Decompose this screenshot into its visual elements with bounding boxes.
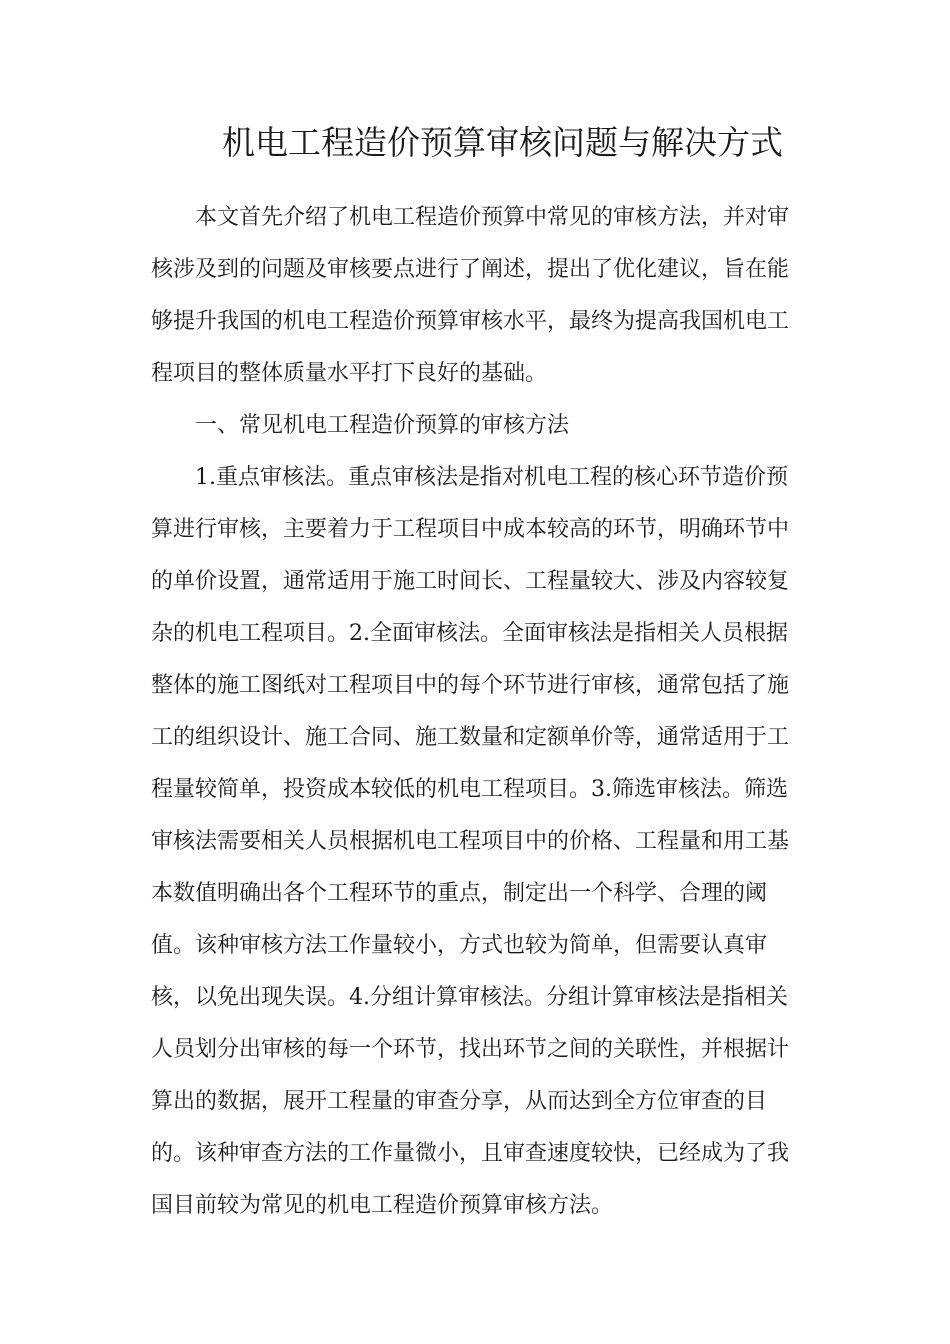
section-line: 整体的施工图纸对工程项目中的每个环节进行审核，通常包括了施 bbox=[151, 673, 790, 698]
section-line: 人员划分出审核的每一个环节，找出环节之间的关联性，并根据计 bbox=[151, 1037, 790, 1062]
section-line: 算进行审核，主要着力于工程项目中成本较高的环节，明确环节中 bbox=[151, 517, 790, 542]
section-line: 值。该种审核方法工作量较小，方式也较为简单，但需要认真审 bbox=[151, 933, 768, 958]
section-line: 杂的机电工程项目。2.全面审核法。全面审核法是指相关人员根据 bbox=[151, 621, 788, 646]
document-title: 机电工程造价预算审核问题与解决方式 bbox=[222, 123, 783, 162]
abstract-line: 程项目的整体质量水平打下良好的基础。 bbox=[151, 361, 548, 386]
section-line: 算出的数据，展开工程量的审查分享，从而达到全方位审查的目 bbox=[151, 1089, 768, 1114]
abstract-line: 核涉及到的问题及审核要点进行了阐述，提出了优化建议，旨在能 bbox=[151, 257, 790, 282]
section-line: 1.重点审核法。重点审核法是指对机电工程的核心环节造价预 bbox=[195, 465, 788, 490]
section-line: 审核法需要相关人员根据机电工程项目中的价格、工程量和用工基 bbox=[151, 829, 790, 854]
section-line: 国目前较为常见的机电工程造价预算审核方法。 bbox=[151, 1193, 614, 1218]
section-paragraph bbox=[151, 452, 801, 1232]
section-line: 核，以免出现失误。4.分组计算审核法。分组计算审核法是指相关 bbox=[151, 985, 788, 1010]
section-line: 本数值明确出各个工程环节的重点，制定出一个科学、合理的阈 bbox=[151, 881, 768, 906]
abstract-line: 本文首先介绍了机电工程造价预算中常见的审核方法，并对审 bbox=[195, 205, 790, 230]
section-line: 程量较简单，投资成本较低的机电工程项目。3.筛选审核法。筛选 bbox=[151, 777, 788, 802]
abstract-paragraph bbox=[151, 192, 801, 400]
abstract-line: 够提升我国的机电工程造价预算审核水平，最终为提高我国机电工 bbox=[151, 309, 790, 334]
section-line: 的单价设置，通常适用于施工时间长、工程量较大、涉及内容较复 bbox=[151, 569, 790, 594]
section-line: 的。该种审查方法的工作量微小，且审查速度较快，已经成为了我 bbox=[151, 1141, 790, 1166]
section-heading-block bbox=[151, 400, 801, 452]
section-heading: 一、常见机电工程造价预算的审核方法 bbox=[195, 413, 570, 438]
section-line: 工的组织设计、施工合同、施工数量和定额单价等，通常适用于工 bbox=[151, 725, 790, 750]
